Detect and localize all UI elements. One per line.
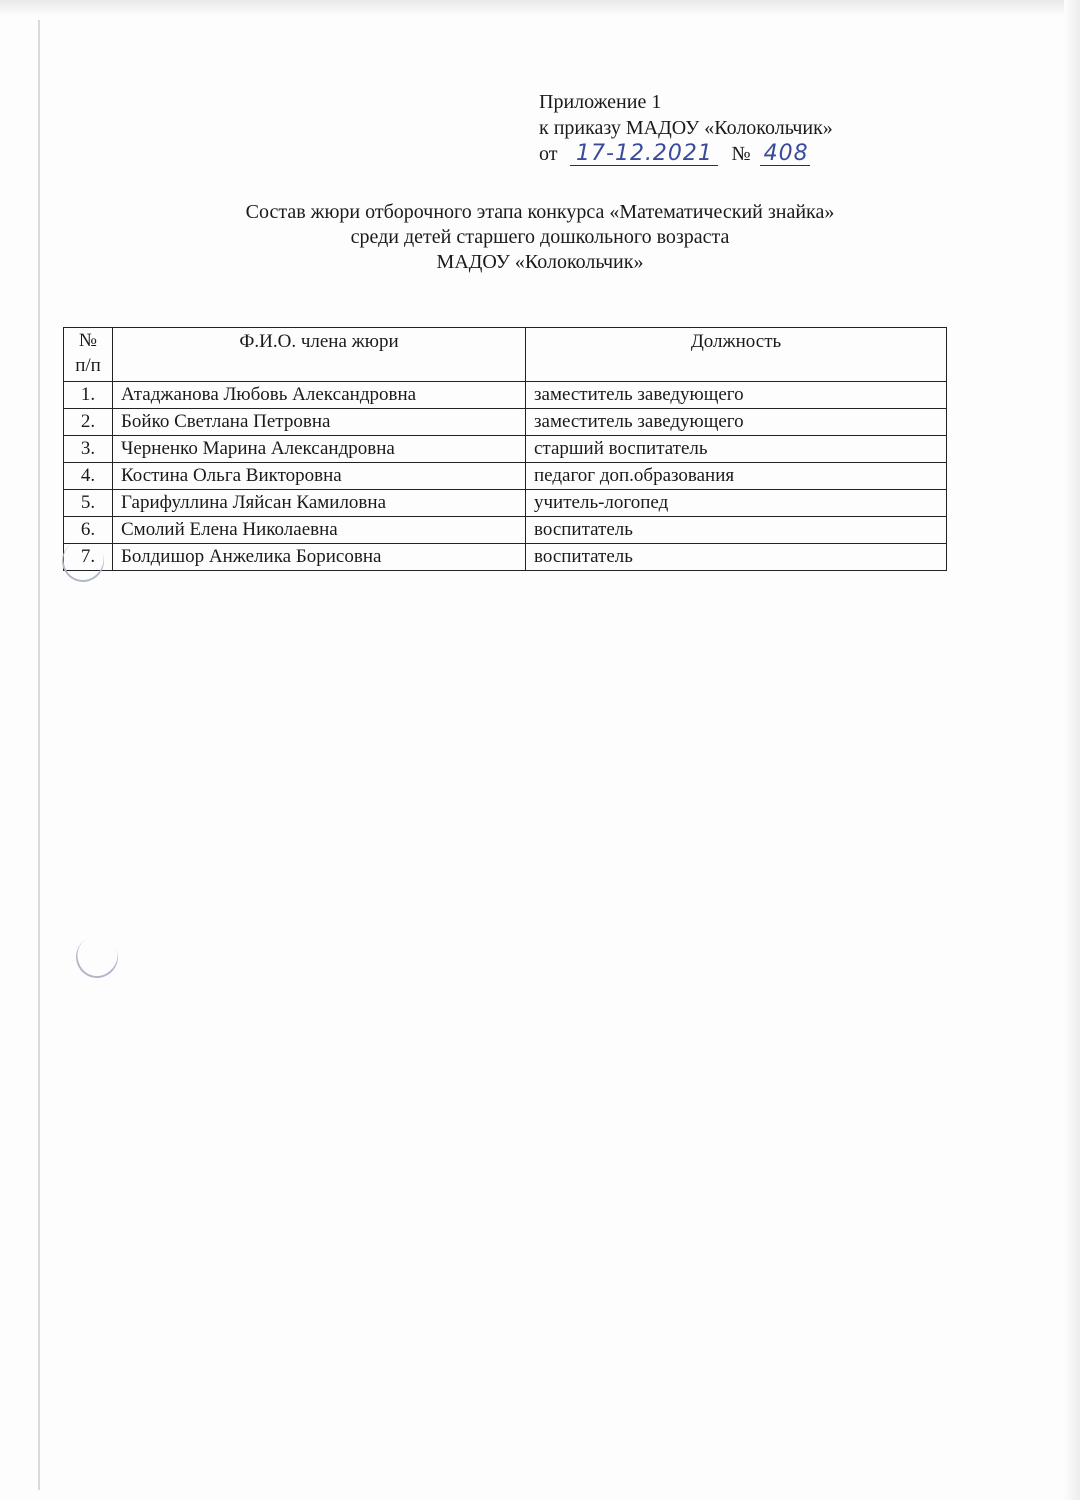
member-name-cell: Костина Ольга Викторовна: [113, 463, 526, 490]
member-position-cell: старший воспитатель: [526, 436, 947, 463]
appendix-label: Приложение 1: [539, 91, 662, 113]
scan-edge-left: [38, 20, 40, 1490]
table-header-row: [64, 328, 947, 382]
member-position-cell: педагог доп.образования: [526, 463, 947, 490]
member-name-cell: Черненко Марина Александровна: [113, 436, 526, 463]
table-row: [64, 544, 947, 571]
member-name-cell: Болдишор Анжелика Борисовна: [113, 544, 526, 571]
member-position-cell: заместитель заведующего: [526, 382, 947, 409]
header-position: Должность: [526, 328, 947, 382]
header-number: № п/п: [64, 328, 113, 382]
title-line-2: среди детей старшего дошкольного возраста: [350, 226, 730, 248]
order-reference: к приказу МАДОУ «Колокольчик»: [539, 117, 833, 139]
row-number-cell: 7.: [64, 544, 113, 571]
header-name: Ф.И.О. члена жюри: [113, 328, 526, 382]
handwritten-date: 17-12.2021: [570, 143, 718, 166]
title-line-1: Состав жюри отборочного этапа конкурса «Математический знайка»: [245, 201, 835, 223]
jury-table-body: [64, 382, 947, 571]
jury-table: [63, 327, 947, 571]
scan-edge-top: [0, 0, 1080, 16]
appendix-header: [539, 89, 833, 167]
member-position-cell: учитель-логопед: [526, 490, 947, 517]
from-label: от: [539, 143, 558, 165]
table-row: [64, 382, 947, 409]
table-row: [64, 463, 947, 490]
row-number-cell: 4.: [64, 463, 113, 490]
order-date-number-line: [539, 141, 833, 167]
member-position-cell: заместитель заведующего: [526, 409, 947, 436]
table-row: [64, 517, 947, 544]
punch-hole-mark: [68, 928, 125, 985]
scan-edge-right: [1064, 0, 1080, 1500]
member-name-cell: Атаджанова Любовь Александровна: [113, 382, 526, 409]
member-position-cell: воспитатель: [526, 544, 947, 571]
member-name-cell: Бойко Светлана Петровна: [113, 409, 526, 436]
member-position-cell: воспитатель: [526, 517, 947, 544]
member-name-cell: Смолий Елена Николаевна: [113, 517, 526, 544]
table-row: [64, 436, 947, 463]
row-number-cell: 6.: [64, 517, 113, 544]
row-number-cell: 5.: [64, 490, 113, 517]
title-line-3: МАДОУ «Колокольчик»: [436, 251, 644, 273]
row-number-cell: 2.: [64, 409, 113, 436]
member-name-cell: Гарифуллина Ляйсан Камиловна: [113, 490, 526, 517]
document-title: [100, 200, 980, 275]
handwritten-order-number: 408: [760, 143, 810, 166]
table-row: [64, 409, 947, 436]
row-number-cell: 3.: [64, 436, 113, 463]
row-number-cell: 1.: [64, 382, 113, 409]
number-label: №: [731, 143, 751, 165]
table-row: [64, 490, 947, 517]
